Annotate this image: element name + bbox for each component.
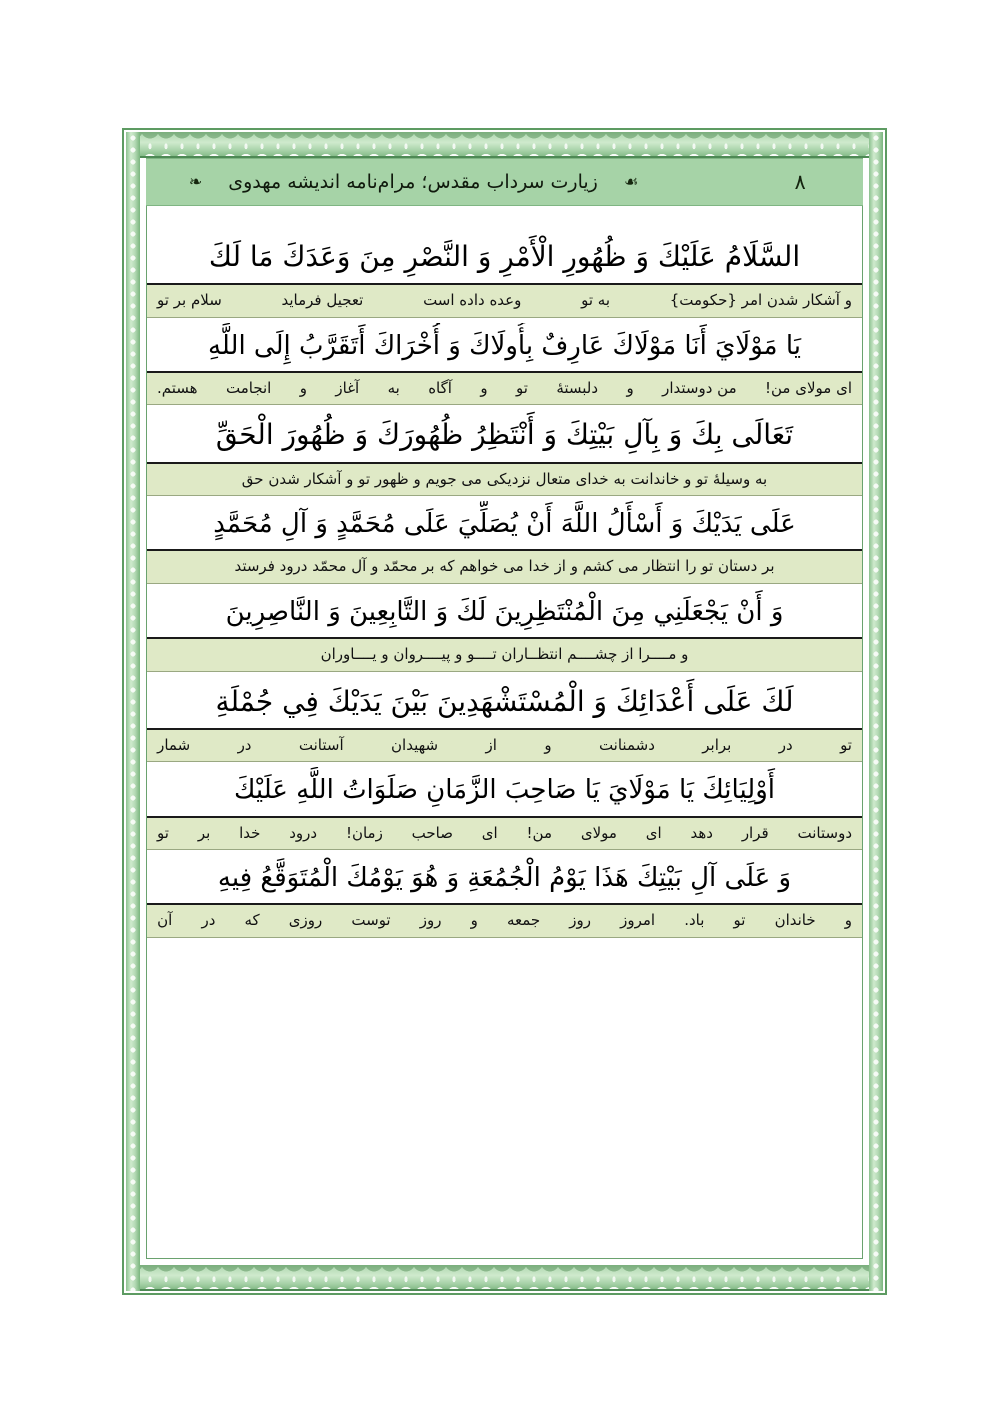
arabic-line: السَّلَامُ عَلَيْكَ وَ ظُهُورِ الْأَمْرِ وَ النَّصْرِ مِنَ وَعَدَكَ مَا لَكَ: [147, 232, 862, 283]
header-ornament-right-icon: ☙: [623, 172, 639, 191]
gloss-word: وعده داده است: [423, 291, 522, 310]
verse-block: [147, 501, 862, 589]
verse-block: [147, 677, 862, 768]
gloss-word: زمان!: [345, 823, 383, 842]
persian-gloss-line: بر دستان تو را انتظار می کشم و از خدا می خواهم که بر محمّد و آل محمّد درود فرستد: [147, 549, 862, 584]
gloss-word: روزی: [288, 911, 323, 930]
verse-block: [147, 855, 862, 943]
gloss-word: تو: [840, 735, 852, 754]
ornament-motif-icon: [126, 1265, 883, 1291]
gloss-word: و آشکار شدن امر {حکومت}: [669, 291, 852, 310]
gloss-word: روز: [419, 911, 442, 930]
gloss-word: هستم.: [157, 378, 198, 397]
gloss-word: و: [480, 378, 488, 397]
gloss-word: دشمنانت: [598, 735, 655, 754]
gloss-word: من دوستدار: [662, 378, 737, 397]
rail-dots-icon: [126, 132, 140, 1291]
gloss-word: سلام بر تو: [157, 291, 222, 310]
persian-gloss-line: [147, 728, 862, 763]
gloss-word: دهد: [690, 823, 713, 842]
gloss-word: که: [244, 911, 260, 930]
verse-block: [147, 589, 862, 677]
gloss-word: باد.: [684, 911, 705, 930]
gloss-word: و: [544, 735, 552, 754]
gloss-word: شمار: [157, 735, 191, 754]
header-ornament-left-icon: ❧: [188, 172, 203, 191]
arabic-line: تَعَالَى بِكَ وَ بِآلِ بَيْتِكَ وَ أَنْتَظِرُ ظُهُورَكَ وَ ظُهُورَ الْحَقِّ: [147, 410, 862, 461]
gloss-word: تعجیل فرماید: [281, 291, 364, 310]
verse-block: [147, 410, 862, 501]
persian-gloss-line: و مــــرا از چشــــم انتظــاران تــــو و پیــــروان و یــــاوران: [147, 637, 862, 672]
gloss-word: تو: [733, 911, 746, 930]
ornamental-rail-right: [869, 132, 883, 1291]
gloss-word: از: [485, 735, 497, 754]
page-number: ۸: [794, 170, 806, 194]
gloss-word: تو: [157, 823, 169, 842]
gloss-word: ای مولای من!: [765, 378, 852, 397]
gloss-word: مولای: [580, 823, 617, 842]
gloss-word: انجامت: [225, 378, 272, 397]
verse-block: [147, 767, 862, 855]
verse-block: [147, 323, 862, 411]
ornament-edge-line: [126, 1289, 883, 1291]
gloss-word: خدا: [239, 823, 261, 842]
gloss-word: در: [237, 735, 252, 754]
verse-list: [147, 232, 862, 1255]
persian-gloss-line: [147, 816, 862, 851]
gloss-word: آگاه: [428, 378, 452, 397]
gloss-word: ای: [645, 823, 662, 842]
gloss-word: دوستانت: [797, 823, 852, 842]
verse-block: [147, 232, 862, 323]
arabic-line: عَلَى يَدَيْكَ وَ أَسْأَلُ اللَّهَ أَنْ يُصَلِّيَ عَلَى مُحَمَّدٍ وَ آلِ مُحَمَّدٍ: [147, 501, 862, 549]
arabic-line: أَوْلِيَائِكَ يَا مَوْلَايَ يَا صَاحِبَ الزَّمَانِ صَلَوَاتُ اللَّهِ عَلَيْكَ: [147, 767, 862, 815]
gloss-word: به: [387, 378, 400, 397]
gloss-word: به تو: [581, 291, 611, 310]
gloss-word: در: [778, 735, 793, 754]
gloss-word: و: [844, 911, 852, 930]
rail-dots-icon: [869, 132, 883, 1291]
gloss-word: آن: [157, 911, 173, 930]
gloss-word: و: [299, 378, 307, 397]
page-frame: [122, 128, 887, 1295]
gloss-word: و: [470, 911, 478, 930]
gloss-word: درود: [289, 823, 318, 842]
gloss-word: ای: [481, 823, 498, 842]
gloss-word: من!: [526, 823, 553, 842]
arabic-line: وَ أَنْ يَجْعَلَنِي مِنَ الْمُنْتَظِرِينَ لَكَ وَ التَّابِعِينَ وَ النَّاصِرِينَ: [147, 589, 862, 637]
gloss-word: قرار: [741, 823, 769, 842]
gloss-word: تو: [515, 378, 528, 397]
gloss-word: صاحب: [411, 823, 453, 842]
persian-gloss-line: [147, 903, 862, 938]
persian-gloss-line: [147, 371, 862, 406]
page-header: [146, 158, 863, 206]
gloss-word: و: [626, 378, 634, 397]
page-title: زیارت سرداب مقدس؛ مرام‌نامه اندیشه مهدوی: [228, 171, 598, 193]
arabic-line: لَكَ عَلَى أَعْدَائِكَ وَ الْمُسْتَشْهَدِينَ بَيْنَ يَدَيْكَ فِي جُمْلَةِ: [147, 677, 862, 728]
gloss-word: روز: [569, 911, 592, 930]
gloss-word: امروز: [620, 911, 656, 930]
gloss-word: بر: [197, 823, 211, 842]
gloss-word: دلبستهٔ: [556, 378, 599, 397]
gloss-word: شهیدان: [391, 735, 439, 754]
gloss-word: آغاز: [335, 378, 360, 397]
gloss-word: جمعه: [506, 911, 541, 930]
ornamental-rail-left: [126, 132, 140, 1291]
gloss-word: در: [201, 911, 216, 930]
verse-gap: [147, 938, 862, 943]
ornamental-band-top: [126, 132, 883, 158]
ornamental-band-bottom: [126, 1265, 883, 1291]
gloss-word: توست: [351, 911, 391, 930]
gloss-word: برابر: [702, 735, 732, 754]
persian-gloss-line: [147, 283, 862, 318]
ornament-motif-icon: [126, 132, 883, 158]
arabic-line: وَ عَلَى آلِ بَيْتِكَ هَذَا يَوْمُ الْجُمُعَةِ وَ هُوَ يَوْمُكَ الْمُتَوَقَّعُ فِيهِ: [147, 855, 862, 903]
persian-gloss-line: به وسیلهٔ تو و خاندانت به خدای متعال نزدیکی می جویم و ظهور تو و آشکار شدن حق: [147, 462, 862, 497]
gloss-word: آستانت: [298, 735, 344, 754]
arabic-line: يَا مَوْلَايَ أَنَا مَوْلَاكَ عَارِفٌ بِأُولَاكَ وَ أُخْرَاكَ أَتَقَرَّبُ إِلَى اللَّهِ: [147, 323, 862, 371]
gloss-word: خاندان: [774, 911, 816, 930]
